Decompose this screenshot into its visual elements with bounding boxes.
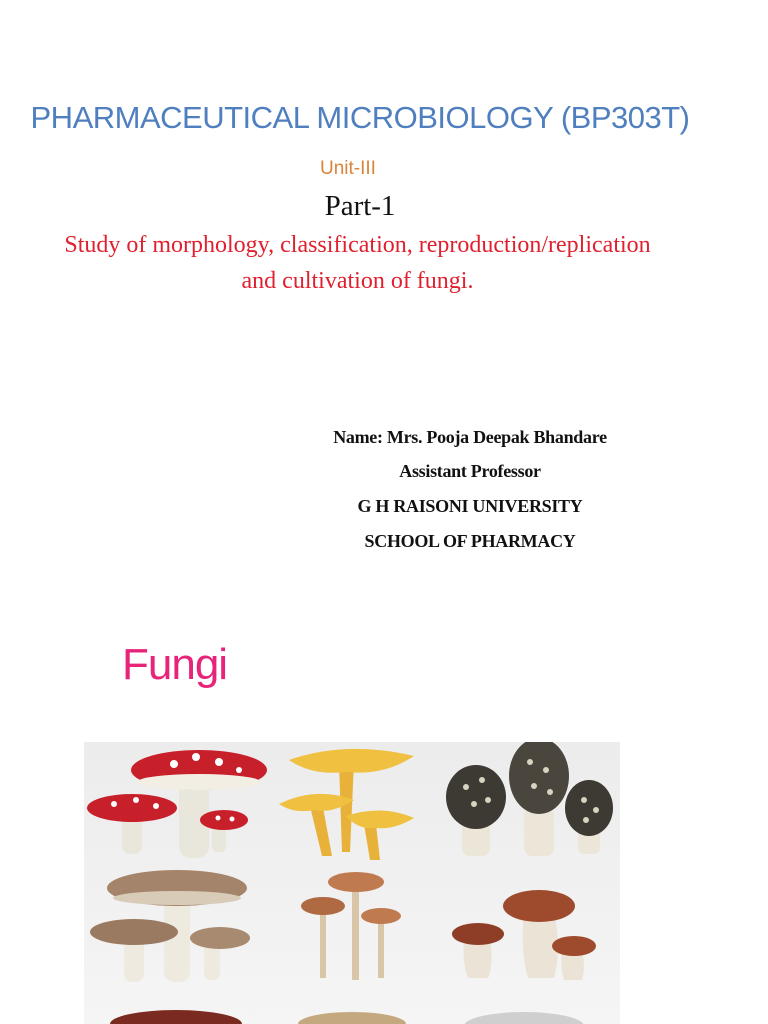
- morel-mushroom-icon: [446, 742, 613, 856]
- author-name: Name: Mrs. Pooja Deepak Bhandare: [333, 427, 607, 447]
- course-title: PHARMACEUTICAL MICROBIOLOGY (BP303T): [30, 100, 690, 135]
- mushroom-image: [84, 742, 620, 1024]
- bottom-row-mushroom-icon: [110, 1010, 584, 1024]
- part-label: Part-1: [324, 190, 396, 222]
- mushroom-illustration: [84, 742, 620, 1024]
- topic-line-2: and cultivation of fungi.: [241, 268, 474, 294]
- field-mushroom-icon: [90, 870, 250, 982]
- fly-agaric-mushroom-icon: [87, 750, 267, 858]
- chanterelle-mushroom-icon: [279, 749, 414, 860]
- tall-mushroom-icon: [301, 872, 401, 980]
- fungi-heading: Fungi: [122, 640, 228, 689]
- porcini-mushroom-icon: [452, 890, 596, 980]
- author-university: G H RAISONI UNIVERSITY: [357, 496, 583, 516]
- unit-label: Unit-III: [320, 158, 376, 179]
- topic-line-1: Study of morphology, classification, reproduction/replication: [64, 232, 651, 258]
- author-school: SCHOOL OF PHARMACY: [364, 531, 576, 551]
- author-role: Assistant Professor: [399, 461, 541, 481]
